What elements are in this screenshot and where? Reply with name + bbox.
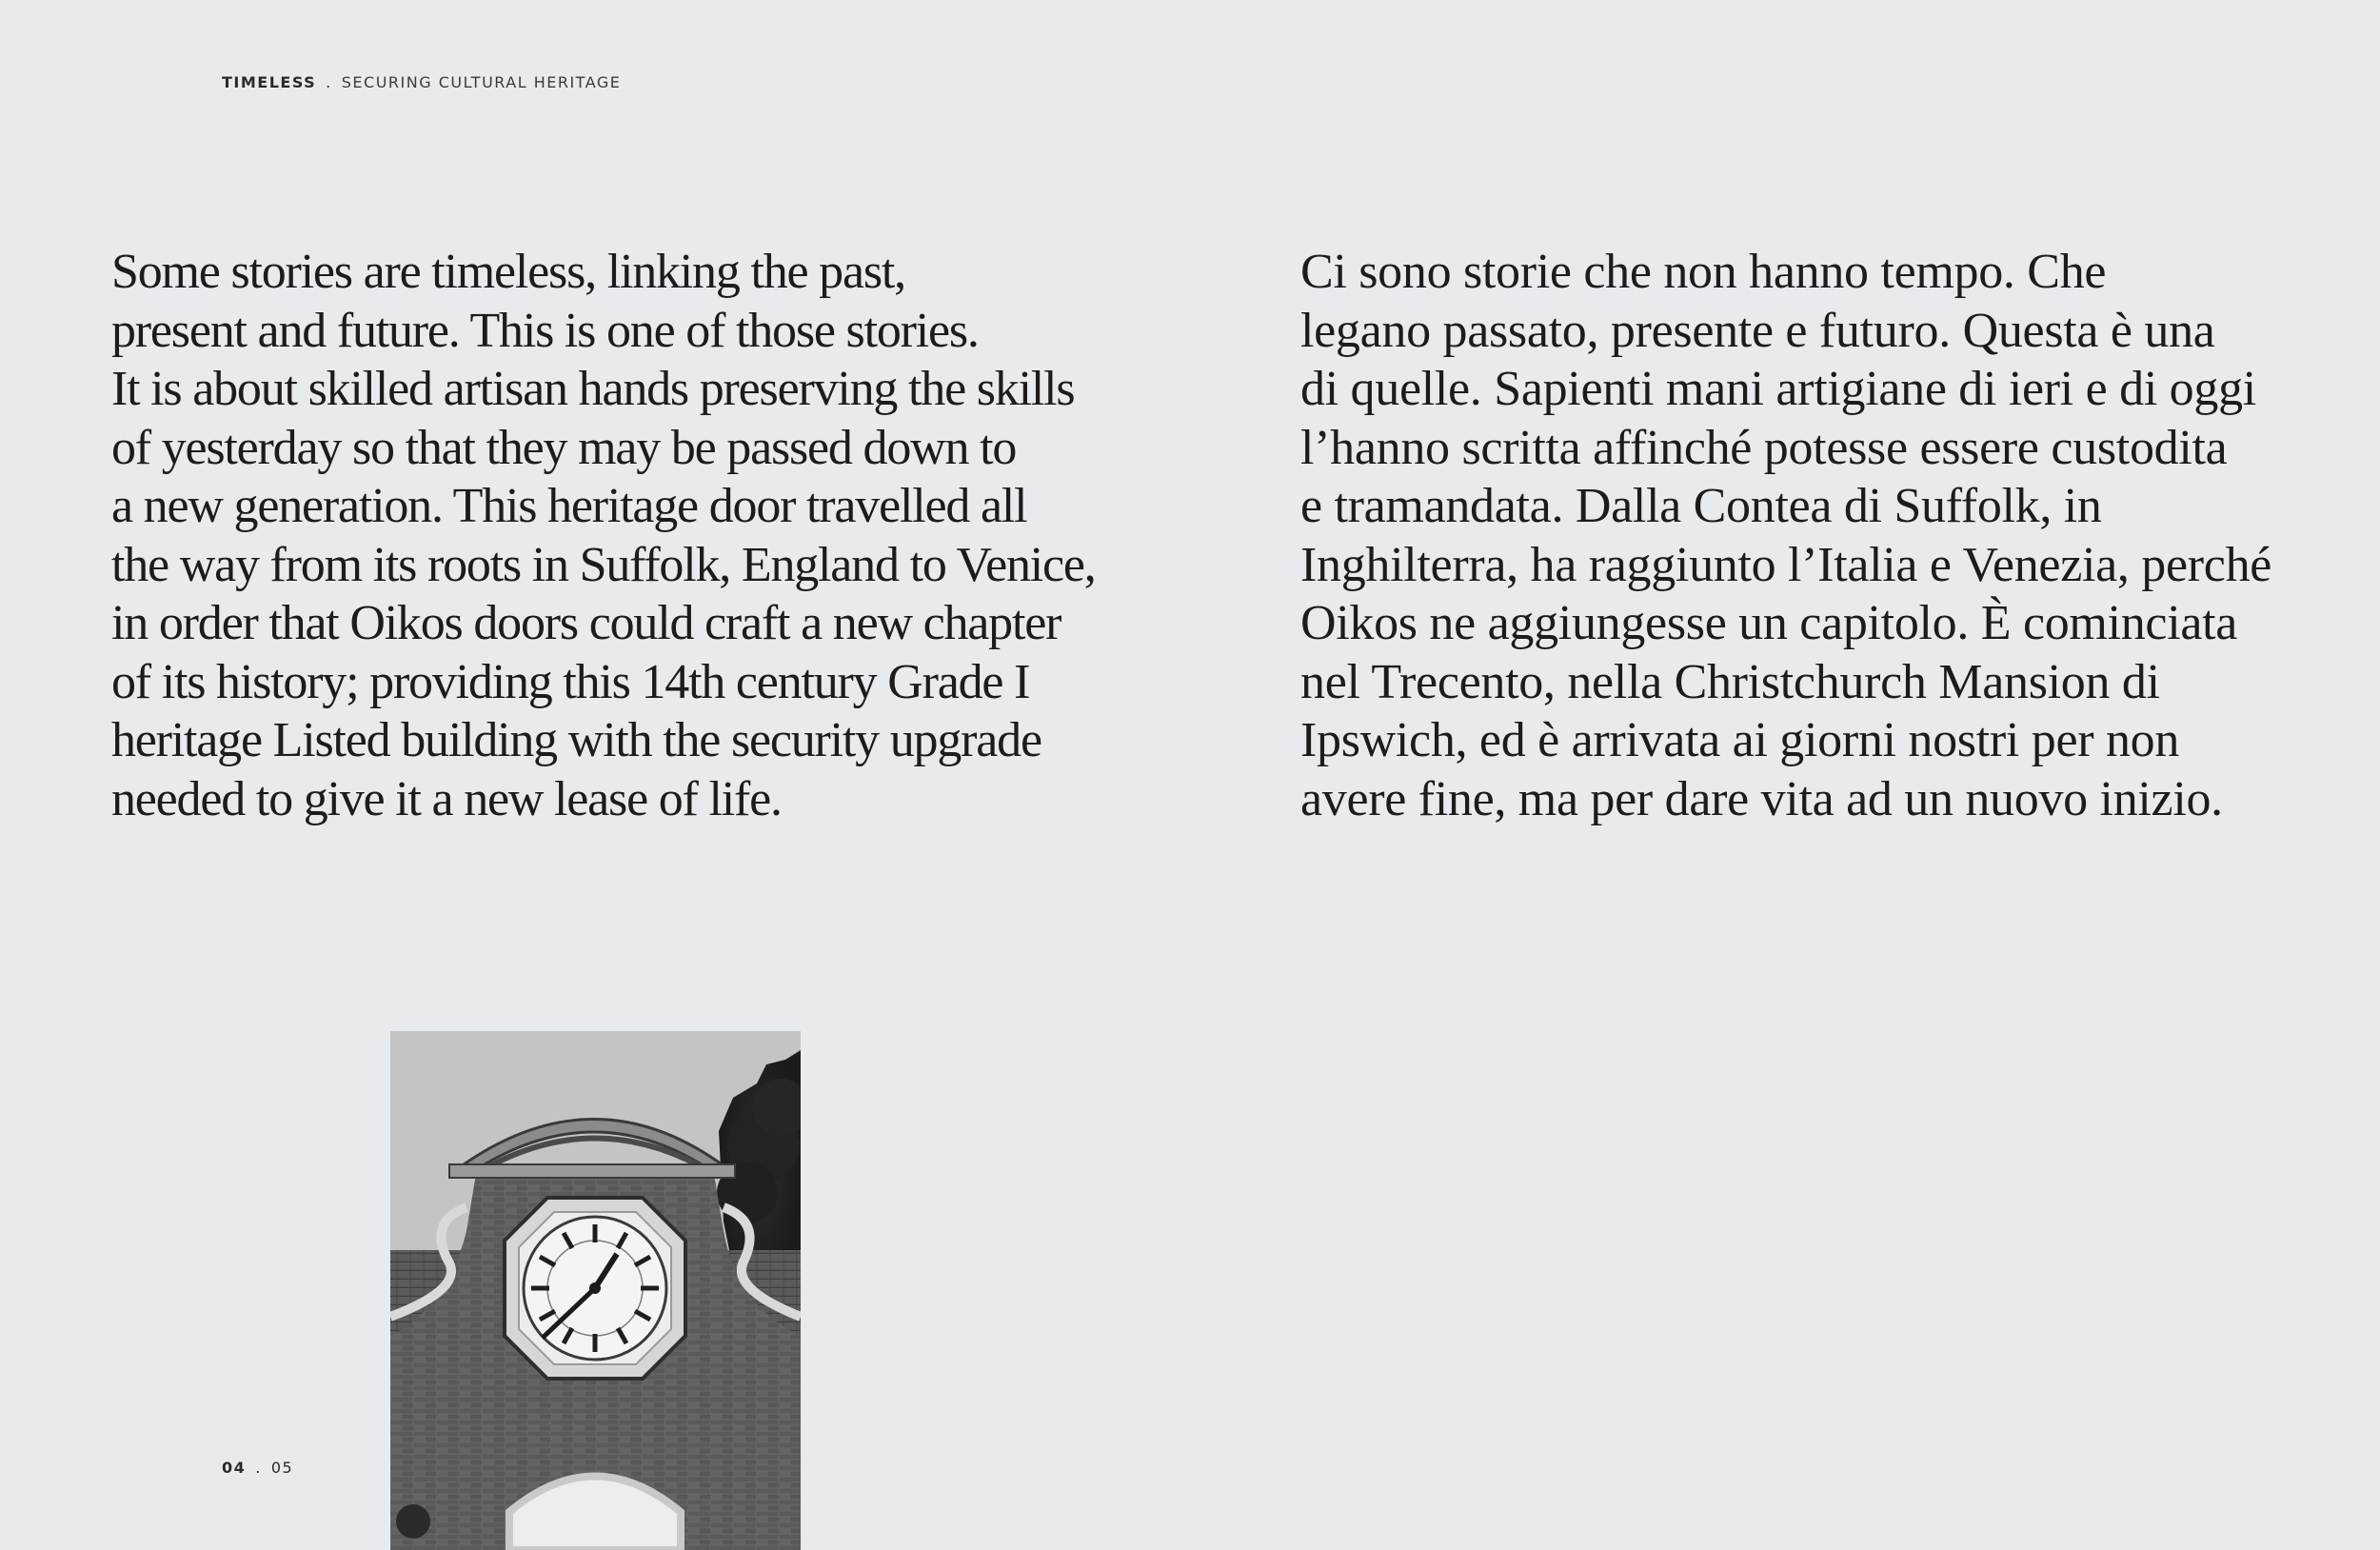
clock-tower-photo <box>390 1031 801 1550</box>
english-paragraph <box>111 243 1096 828</box>
text-line: nel Trecento, nella Christchurch Mansion di <box>1300 654 2160 709</box>
header-separator: . <box>326 73 332 91</box>
text-line: Oikos ne aggiungesse un capitolo. È cominciata <box>1300 596 2238 650</box>
text-line: Inghilterra, ha raggiunto l’Italia e Venezia, perché <box>1300 537 2272 592</box>
text-line: a new generation. This heritage door travelled all <box>111 479 1027 533</box>
text-line: of its history; providing this 14th century Grade I <box>111 654 1030 709</box>
text-line: l’hanno scritta affinché potesse essere custodita <box>1300 420 2228 475</box>
page-number-current: 04 <box>222 1459 247 1477</box>
page-numbers <box>222 1459 293 1477</box>
page-number-separator: . <box>255 1459 262 1477</box>
text-line: Ipswich, ed è arrivata ai giorni nostri per non <box>1300 713 2180 767</box>
text-line: in order that Oikos doors could craft a new chapter <box>111 596 1061 650</box>
text-line: present and future. This is one of those stories. <box>111 303 979 358</box>
header-subtitle: SECURING CULTURAL HERITAGE <box>341 73 622 91</box>
header-brand: TIMELESS <box>222 73 317 91</box>
text-line: Ci sono storie che non hanno tempo. Che <box>1300 245 2107 299</box>
text-line: Some stories are timeless, linking the past, <box>111 245 905 299</box>
text-line: of yesterday so that they may be passed down to <box>111 420 1017 475</box>
text-line: di quelle. Sapienti mani artigiane di ieri e di oggi <box>1300 362 2256 416</box>
running-header <box>222 73 621 91</box>
text-line: legano passato, presente e futuro. Questa è una <box>1300 303 2215 358</box>
text-line: avere fine, ma per dare vita ad un nuovo inizio. <box>1300 771 2223 826</box>
text-line: e tramandata. Dalla Contea di Suffolk, in <box>1300 479 2102 533</box>
text-line: It is about skilled artisan hands preserving the skills <box>111 362 1075 416</box>
text-line: needed to give it a new lease of life. <box>111 771 782 826</box>
italian-paragraph <box>1300 243 2271 828</box>
text-line: the way from its roots in Suffolk, England to Venice, <box>111 537 1096 592</box>
page-number-next: 05 <box>270 1459 294 1477</box>
text-line: heritage Listed building with the security upgrade <box>111 713 1041 767</box>
